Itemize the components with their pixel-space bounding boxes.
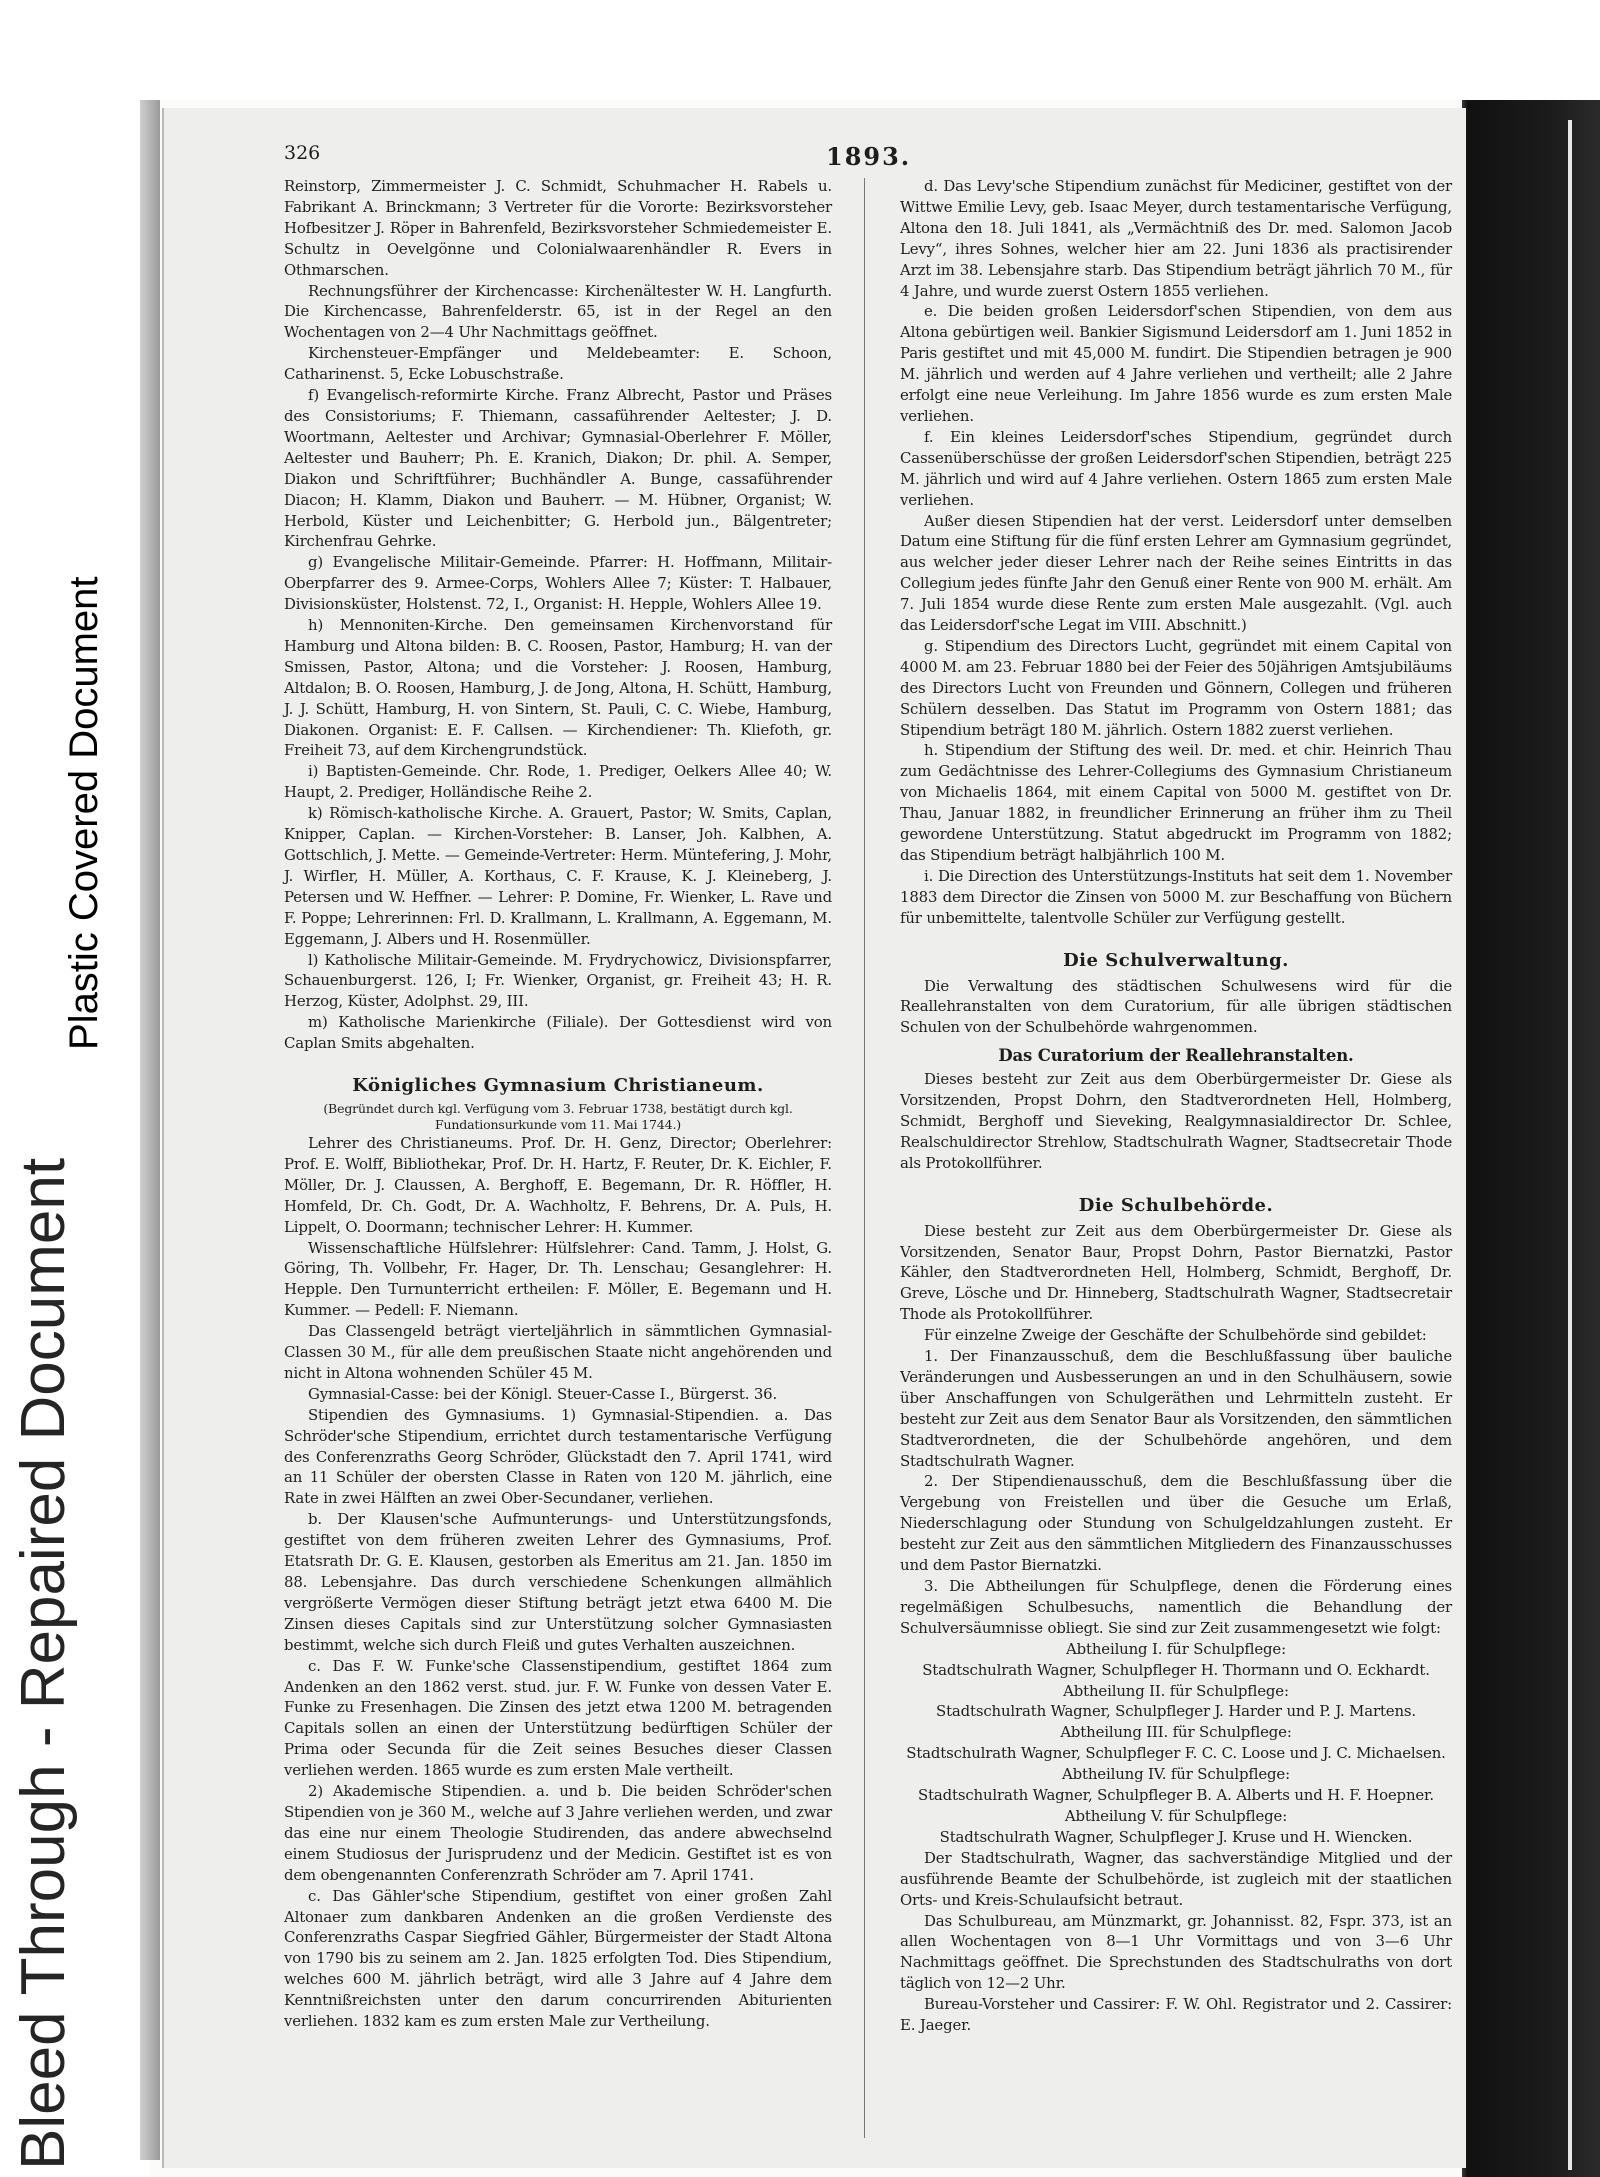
paragraph: c. Das F. W. Funke'sche Classenstipendium, gestiftet 1864 zum Andenken an den 1862 verst. stud. jur. F. W. Funke von dessen Vater E. Funke zu Fresenhagen. Die Zinsen des jetzt etwa 1200 M. betragenden Capitals sollen an einen der Unterstützung bedürftigen Schüler der Prima oder Secunda für die Zeit seines Besuches dieser Classen verliehen werden. 1865 wurde es zum ersten Male vertheilt.	[284, 1656, 832, 1780]
section-heading: Die Schulverwaltung.	[1063, 949, 1289, 971]
paragraph: e. Die beiden großen Leidersdorf'schen Stipendien, von dem aus Altona gebürtigen weil. Bankier Sigismund Leidersdorf am 1. Juni 1852 in Paris gestiftet und mit 45,000 M. fundirt. Die Stipendien betragen je 900 M. jährlich und werden auf 4 Jahre verliehen und vertheilt; alle 2 Jahre erfolgt eine neue Verleihung. Im Jahre 1856 wurde es zum ersten Male verliehen.	[900, 302, 1452, 425]
paragraph: 2) Akademische Stipendien. a. und b. Die beiden Schröder'schen Stipendien von je 360 M., welche auf 3 Jahre verliehen werden, und zwar das eine nur einem Theologie Studirenden, das andere abwechselnd einem Studiosus der Jurisprudenz und der Medicin. Gestiftet ist es von dem obengenannten Conferenzrath Schröder am 7. April 1741.	[284, 1782, 832, 1884]
paragraph: Die Verwaltung des städtischen Schulwesens wird für die Reallehranstalten von dem Curatorium, für alle übrigen städtischen Schulen von der Schulbehörde wahrgenommen.	[900, 976, 1452, 1037]
paragraph: g. Stipendium des Directors Lucht, gegründet mit einem Capital von 4000 M. am 23. Februar 1880 bei der Feier des 50jährigen Amtsjubiläums des Directors Lucht von Freunden und Gönnern, Collegen und früheren Schülern desselben. Das Statut im Programm von Ostern 1881; das Stipendium beträgt 180 M. jährlich. Ostern 1882 zuerst verliehen.	[900, 636, 1452, 739]
paragraph: 2. Der Stipendienausschuß, dem die Beschlußfassung über die Vergebung von Freistellen und über die Gesuche um Erlaß, Niederschlagung oder Stundung von Schulgeldzahlungen zusteht. Er besteht zur Zeit aus den sämmtlichen Mitgliedern des Finanzausschusses und dem Pastor Biernatzki.	[900, 1472, 1452, 1575]
paragraph: c. Das Gähler'sche Stipendium, gestiftet von einer großen Zahl Altonaer zum dankbaren Andenken an die großen Verdienste des Conferenzraths Caspar Siegfried Gähler, Bürgermeister der Stadt Altona von 1790 bis zu seinem am 2. Jan. 1825 erfolgten Tod. Dies Stipendium, welches 600 M. jährlich beträgt, wird alle 3 Jahre auf 4 Jahre dem Kenntnißreichsten unter den darum concurrirenden Abiturienten verliehen. 1832 kam es zum ersten Male zur Vertheilung.	[284, 1886, 832, 2031]
section-heading: Die Schulbehörde.	[1078, 1194, 1274, 1216]
page-left-edge	[140, 100, 160, 2160]
paragraph: Außer diesen Stipendien hat der verst. Leidersdorf unter demselben Datum eine Stiftung für die fünf ersten Lehrer am Gymnasium gegründet, aus welcher jeder dieser Lehrer nach der Reihe seines Eintritts in das Collegium jedes fünfte Jahr den Genuß einer Rente von 900 M. erhält. Am 7. Juli 1854 wurde diese Rente zum ersten Male ausgezahlt. (Vgl. auch das Leidersdorf'sche Legat im VIII. Abschnitt.)	[900, 511, 1452, 635]
centered-line: Abtheilung III. für Schulpflege:	[1060, 1723, 1292, 1742]
centered-line: Abtheilung IV. für Schulpflege:	[1062, 1765, 1290, 1784]
spine-highlight	[1568, 120, 1572, 2170]
centered-line: Stadtschulrath Wagner, Schulpfleger J. Harder und P. J. Martens.	[936, 1702, 1416, 1721]
paragraph: 3. Die Abtheilungen für Schulpflege, denen die Förderung eines regelmäßigen Schulbesuchs, namentlich die Behandlung der Schulversäumnisse obliegt. Sie sind zur Zeit zusammengesetzt wie folgt:	[900, 1577, 1452, 1637]
paragraph: f) Evangelisch-reformirte Kirche. Franz Albrecht, Pastor und Präses des Consistoriums; F. Thiemann, cassaführender Aeltester; J. D. Woortmann, Aeltester und Archivar; Gymnasial-Oberlehrer F. Möller, Aeltester und Bauherr; Ph. E. Kranich, Diakon; Dr. phil. A. Semper, Diakon und Schriftführer; Buchhändler A. Bunge, cassaführender Diacon; H. Klamm, Diakon und Bauherr. — M. Hübner, Organist; W. Herbold, Küster und Leichenbitter; G. Herbold jun., Bälgentreter; Kirchenfrau Gehrke.	[284, 386, 832, 551]
paragraph: i) Baptisten-Gemeinde. Chr. Rode, 1. Prediger, Oelkers Allee 40; W. Haupt, 2. Prediger, Holländische Reihe 2.	[284, 762, 832, 802]
paragraph: Wissenschaftliche Hülfslehrer: Hülfslehrer: Cand. Tamm, J. Holst, G. Göring, Th. Vollbehr, Fr. Hager, Dr. Th. Lenschau; Gesanglehrer: H. Hepple. Den Turnunterricht ertheilen: F. Möller, E. Begemann und H. Kummer. — Pedell: F. Niemann.	[284, 1238, 832, 1320]
paragraph: Rechnungsführer der Kirchencasse: Kirchenältester W. H. Langfurth. Die Kirchencasse, Bahrenfelderstr. 65, ist in der Regel an den Wochentagen von 2—4 Uhr Nachmittags geöffnet.	[284, 281, 832, 342]
paragraph: l) Katholische Militair-Gemeinde. M. Frydrychowicz, Divisionspfarrer, Schauenburgerst. 126, I; Fr. Wienker, Organist, gr. Freiheit 43; H. R. Herzog, Küster, Adolphst. 29, III.	[284, 950, 832, 1011]
paragraph: Der Stadtschulrath, Wagner, das sachverständige Mitglied und der ausführende Beamte der Schulbehörde, ist zugleich mit der staatlichen Orts- und Kreis-Schulaufsicht betraut.	[900, 1848, 1452, 1909]
paragraph: i. Die Direction des Unterstützungs-Instituts hat seit dem 1. November 1883 dem Director die Zinsen von 5000 M. zur Beschaffung von Büchern für unbemittelte, talentvolle Schüler zur Verfügung gestellt.	[900, 866, 1452, 927]
running-header-year: 1893.	[826, 142, 912, 171]
paragraph: Das Schulbureau, am Münzmarkt, gr. Johannisst. 82, Fspr. 373, ist an allen Wochentagen von 8—1 Uhr Vormittags und von 3—6 Uhr Nachmittags geöffnet. Die Sprechstunden des Stadtschulraths von dort täglich von 12—2 Uhr.	[900, 1911, 1452, 1993]
paragraph: Reinstorp, Zimmermeister J. C. Schmidt, Schuhmacher H. Rabels u. Fabrikant A. Brinckmann; 3 Vertreter für die Vororte: Bezirksvorsteher Hofbesitzer J. Röper in Bahrenfeld, Bezirksvorsteher Schmiedemeister E. Schultz in Oevelgönne und Colonialwaarenhändler R. Evers in Othmarschen.	[284, 177, 832, 279]
section-heading: Königliches Gymnasium Christianeum.	[352, 1075, 764, 1097]
paragraph: Für einzelne Zweige der Geschäfte der Schulbehörde sind gebildet:	[924, 1326, 1427, 1345]
side-label-primary: Bleed Through - Repaired Document	[9, 1157, 78, 2170]
centered-line: Stadtschulrath Wagner, Schulpfleger B. A. Alberts und H. F. Hoepner.	[918, 1786, 1434, 1805]
paragraph: Lehrer des Christianeums. Prof. Dr. H. Genz, Director; Oberlehrer: Prof. E. Wolff, Bibliothekar, Prof. Dr. H. Hartz, F. Reuter, Dr. K. Eichler, F. Möller, Dr. J. Claussen, A. Berghoff, E. Begemann, Dr. R. Höffler, H. Homfeld, Dr. Ch. Godt, Dr. A. Wachholtz, F. Behrens, Dr. A. Puls, H. Lippelt, O. Doormann; technischer Lehrer: H. Kummer.	[284, 1133, 832, 1236]
paragraph: k) Römisch-katholische Kirche. A. Grauert, Pastor; W. Smits, Caplan, Knipper, Caplan. — Kirchen-Vorsteher: B. Lanser, Joh. Kalbhen, A. Gottschlich, J. Mette. — Gemeinde-Vertreter: Herm. Müntefering, J. Mohr, J. Wirfler, H. Müller, A. Korthaus, C. F. Krause, K. J. Kleineberg, J. Petersen und W. Heffner. — Lehrer: P. Domine, Fr. Wienker, L. Rave und F. Poppe; Lehrerinnen: Frl. D. Krallmann, L. Krallmann, A. Eggemann, M. Eggemann, J. Albers und H. Rosenmüller.	[284, 804, 832, 948]
paragraph: m) Katholische Marienkirche (Filiale). Der Gottesdienst wird von Caplan Smits abgehalten.	[284, 1013, 832, 1053]
paragraph: h) Mennoniten-Kirche. Den gemeinsamen Kirchenvorstand für Hamburg und Altona bilden: B. C. Roosen, Pastor, Hamburg; H. van der Smissen, Pastor, Altona; und die Vorsteher: J. Roosen, Hamburg, Altdalon; B. O. Roosen, Hamburg, J. de Jong, Altona, H. Schütt, Hamburg, J. J. Schütt, Hamburg, H. von Sintern, St. Pauli, C. C. Wiebe, Hamburg, Diakonen. Organist: E. F. Callsen. — Kirchendiener: Th. Kliefoth, gr. Freiheit 73, auf dem Kirchengrundstück.	[284, 616, 832, 760]
top-margin	[150, 0, 1600, 100]
paragraph: Gymnasial-Casse: bei der Königl. Steuer-Casse I., Bürgerst. 36.	[308, 1384, 778, 1403]
paragraph: b. Der Klausen'sche Aufmunterungs- und Unterstützungsfonds, gestiftet von dem früheren zweiten Lehrer des Gymnasiums, Prof. Etatsrath Dr. G. E. Klausen, gestorben als Emeritus am 21. Jan. 1850 im 88. Lebensjahre. Das durch verschiedene Schenkungen allmählich vergrößerte Vermögen dieser Stiftung beträgt jetzt etwa 6400 M. Die Zinsen dieses Capitals sind zur Unterstützung solcher Gymnasiasten bestimmt, welche sich durch Fleiß und gutes Verhalten auszeichnen.	[284, 1510, 832, 1654]
paragraph: f. Ein kleines Leidersdorf'sches Stipendium, gegründet durch Cassenüberschüsse der großen Leidersdorf'schen Stipendien, beträgt 225 M. jährlich und wird auf 4 Jahre verliehen. Ostern 1865 zum ersten Male verliehen.	[900, 427, 1452, 509]
centered-line: Stadtschulrath Wagner, Schulpfleger J. Kruse und H. Wiencken.	[939, 1827, 1413, 1846]
page-number: 326	[284, 142, 321, 164]
paragraph: d. Das Levy'sche Stipendium zunächst für Mediciner, gestiftet von der Wittwe Emilie Levy, geb. Isaac Meyer, durch testamentarische Verfügung, Altona den 18. Juli 1841, als „Vermächtniß des Dr. med. Salomon Jacob Levy“, ihres Sohnes, welcher hier am 22. Juni 1836 als practisirender Arzt im 38. Lebensjahre starb. Das Stipendium beträgt jährlich 70 M., für 4 Jahre, und wurde zuerst Ostern 1855 verliehen.	[900, 177, 1452, 300]
centered-line: Stadtschulrath Wagner, Schulpfleger F. C. C. Loose und J. C. Michaelsen.	[906, 1744, 1446, 1763]
centered-line: Abtheilung II. für Schulpflege:	[1063, 1681, 1289, 1700]
paragraph: 1. Der Finanzausschuß, dem die Beschlußfassung über bauliche Veränderungen und Ausbesserungen an und in den Schulhäusern, sowie über Anschaffungen von Schulgeräthen und Lehrmitteln zusteht. Er besteht zur Zeit aus dem Senator Baur als Vorsitzenden, den sämmtlichen Stadtverordneten, die der Schulbehörde angehören, und dem Stadtschulrath Wagner.	[900, 1347, 1452, 1470]
paragraph: Diese besteht zur Zeit aus dem Oberbürgermeister Dr. Giese als Vorsitzenden, Senator Baur, Propst Dohrn, Pastor Biernatzki, Pastor Kähler, den Stadtverordneten Hell, Holmberg, Schmidt, Berghoff, Dr. Greve, Lösche und Dr. Hinneberg, Stadtschulrath Wagner, Stadtsecretair Thode als Protokollführer.	[900, 1221, 1452, 1324]
paragraph: Dieses besteht zur Zeit aus dem Oberbürgermeister Dr. Giese als Vorsitzenden, Propst Dohrn, den Stadtverordneten Hell, Holmberg, Schmidt, Berghoff und Sieveking, Realgymnasialdirector Dr. Schlee, Realschuldirector Strehlow, Stadtschulrath Wagner, Stadtsecretair Thode als Protokollführer.	[900, 1070, 1452, 1172]
centered-line: Abtheilung I. für Schulpflege:	[1066, 1639, 1286, 1658]
right-text-column	[900, 176, 1452, 2036]
book-spine-shadow	[1462, 100, 1600, 2177]
paragraph: Das Classengeld beträgt vierteljährlich in sämmtlichen Gymnasial-Classen 30 M., für alle dem preußischen Staate nicht angehörenden und nicht in Altona wohnenden Schüler 45 M.	[284, 1322, 832, 1382]
document-page	[162, 108, 1466, 2168]
side-label-area	[0, 0, 140, 2177]
column-divider	[864, 178, 865, 2138]
centered-line: Abtheilung V. für Schulpflege:	[1064, 1806, 1288, 1825]
left-text-column	[284, 176, 832, 2032]
founding-note: (Begründet durch kgl. Verfügung vom 3. Februar 1738, bestätigt durch kgl. Fundationsurkunde vom 11. Mai 1744.)	[323, 1100, 793, 1132]
paragraph: Bureau-Vorsteher und Cassirer: F. W. Ohl. Registrator und 2. Cassirer: E. Jaeger.	[900, 1995, 1452, 2035]
side-label-secondary: Plastic Covered Document	[62, 576, 106, 1050]
paragraph: Stipendien des Gymnasiums. 1) Gymnasial-Stipendien. a. Das Schröder'sche Stipendium, errichtet durch testamentarische Verfügung des Conferenzraths Georg Schröder, Glückstadt den 7. April 1741, wird an 11 Schüler der obersten Classe in Raten von 120 M. jährlich, eine Rate in zwei Hälften an zwei Ober-Secundaner, verliehen.	[284, 1405, 832, 1508]
paragraph: Kirchensteuer-Empfänger und Meldebeamter: E. Schoon, Catharinenst. 5, Ecke Lobuschstraße.	[284, 344, 832, 384]
subsection-heading: Das Curatorium der Reallehranstalten.	[998, 1046, 1354, 1066]
paragraph: h. Stipendium der Stiftung des weil. Dr. med. et chir. Heinrich Thau zum Gedächtnisse des Lehrer-Collegiums des Gymnasium Christianeum von Michaelis 1864, mit einem Capital von 5000 M. gestiftet von Dr. Thau, Januar 1882, in freundlicher Erinnerung an früher ihm zu Theil gewordene Unterstützung. Statut abgedruckt im Programm von 1882; das Stipendium beträgt halbjährlich 100 M.	[900, 741, 1452, 864]
paragraph: g) Evangelische Militair-Gemeinde. Pfarrer: H. Hoffmann, Militair-Oberpfarrer des 9. Armee-Corps, Wohlers Allee 7; Küster: T. Halbauer, Divisionsküster, Holstenst. 72, I., Organist: H. Hepple, Wohlers Allee 19.	[284, 553, 832, 614]
centered-line: Stadtschulrath Wagner, Schulpfleger H. Thormann und O. Eckhardt.	[922, 1660, 1430, 1679]
